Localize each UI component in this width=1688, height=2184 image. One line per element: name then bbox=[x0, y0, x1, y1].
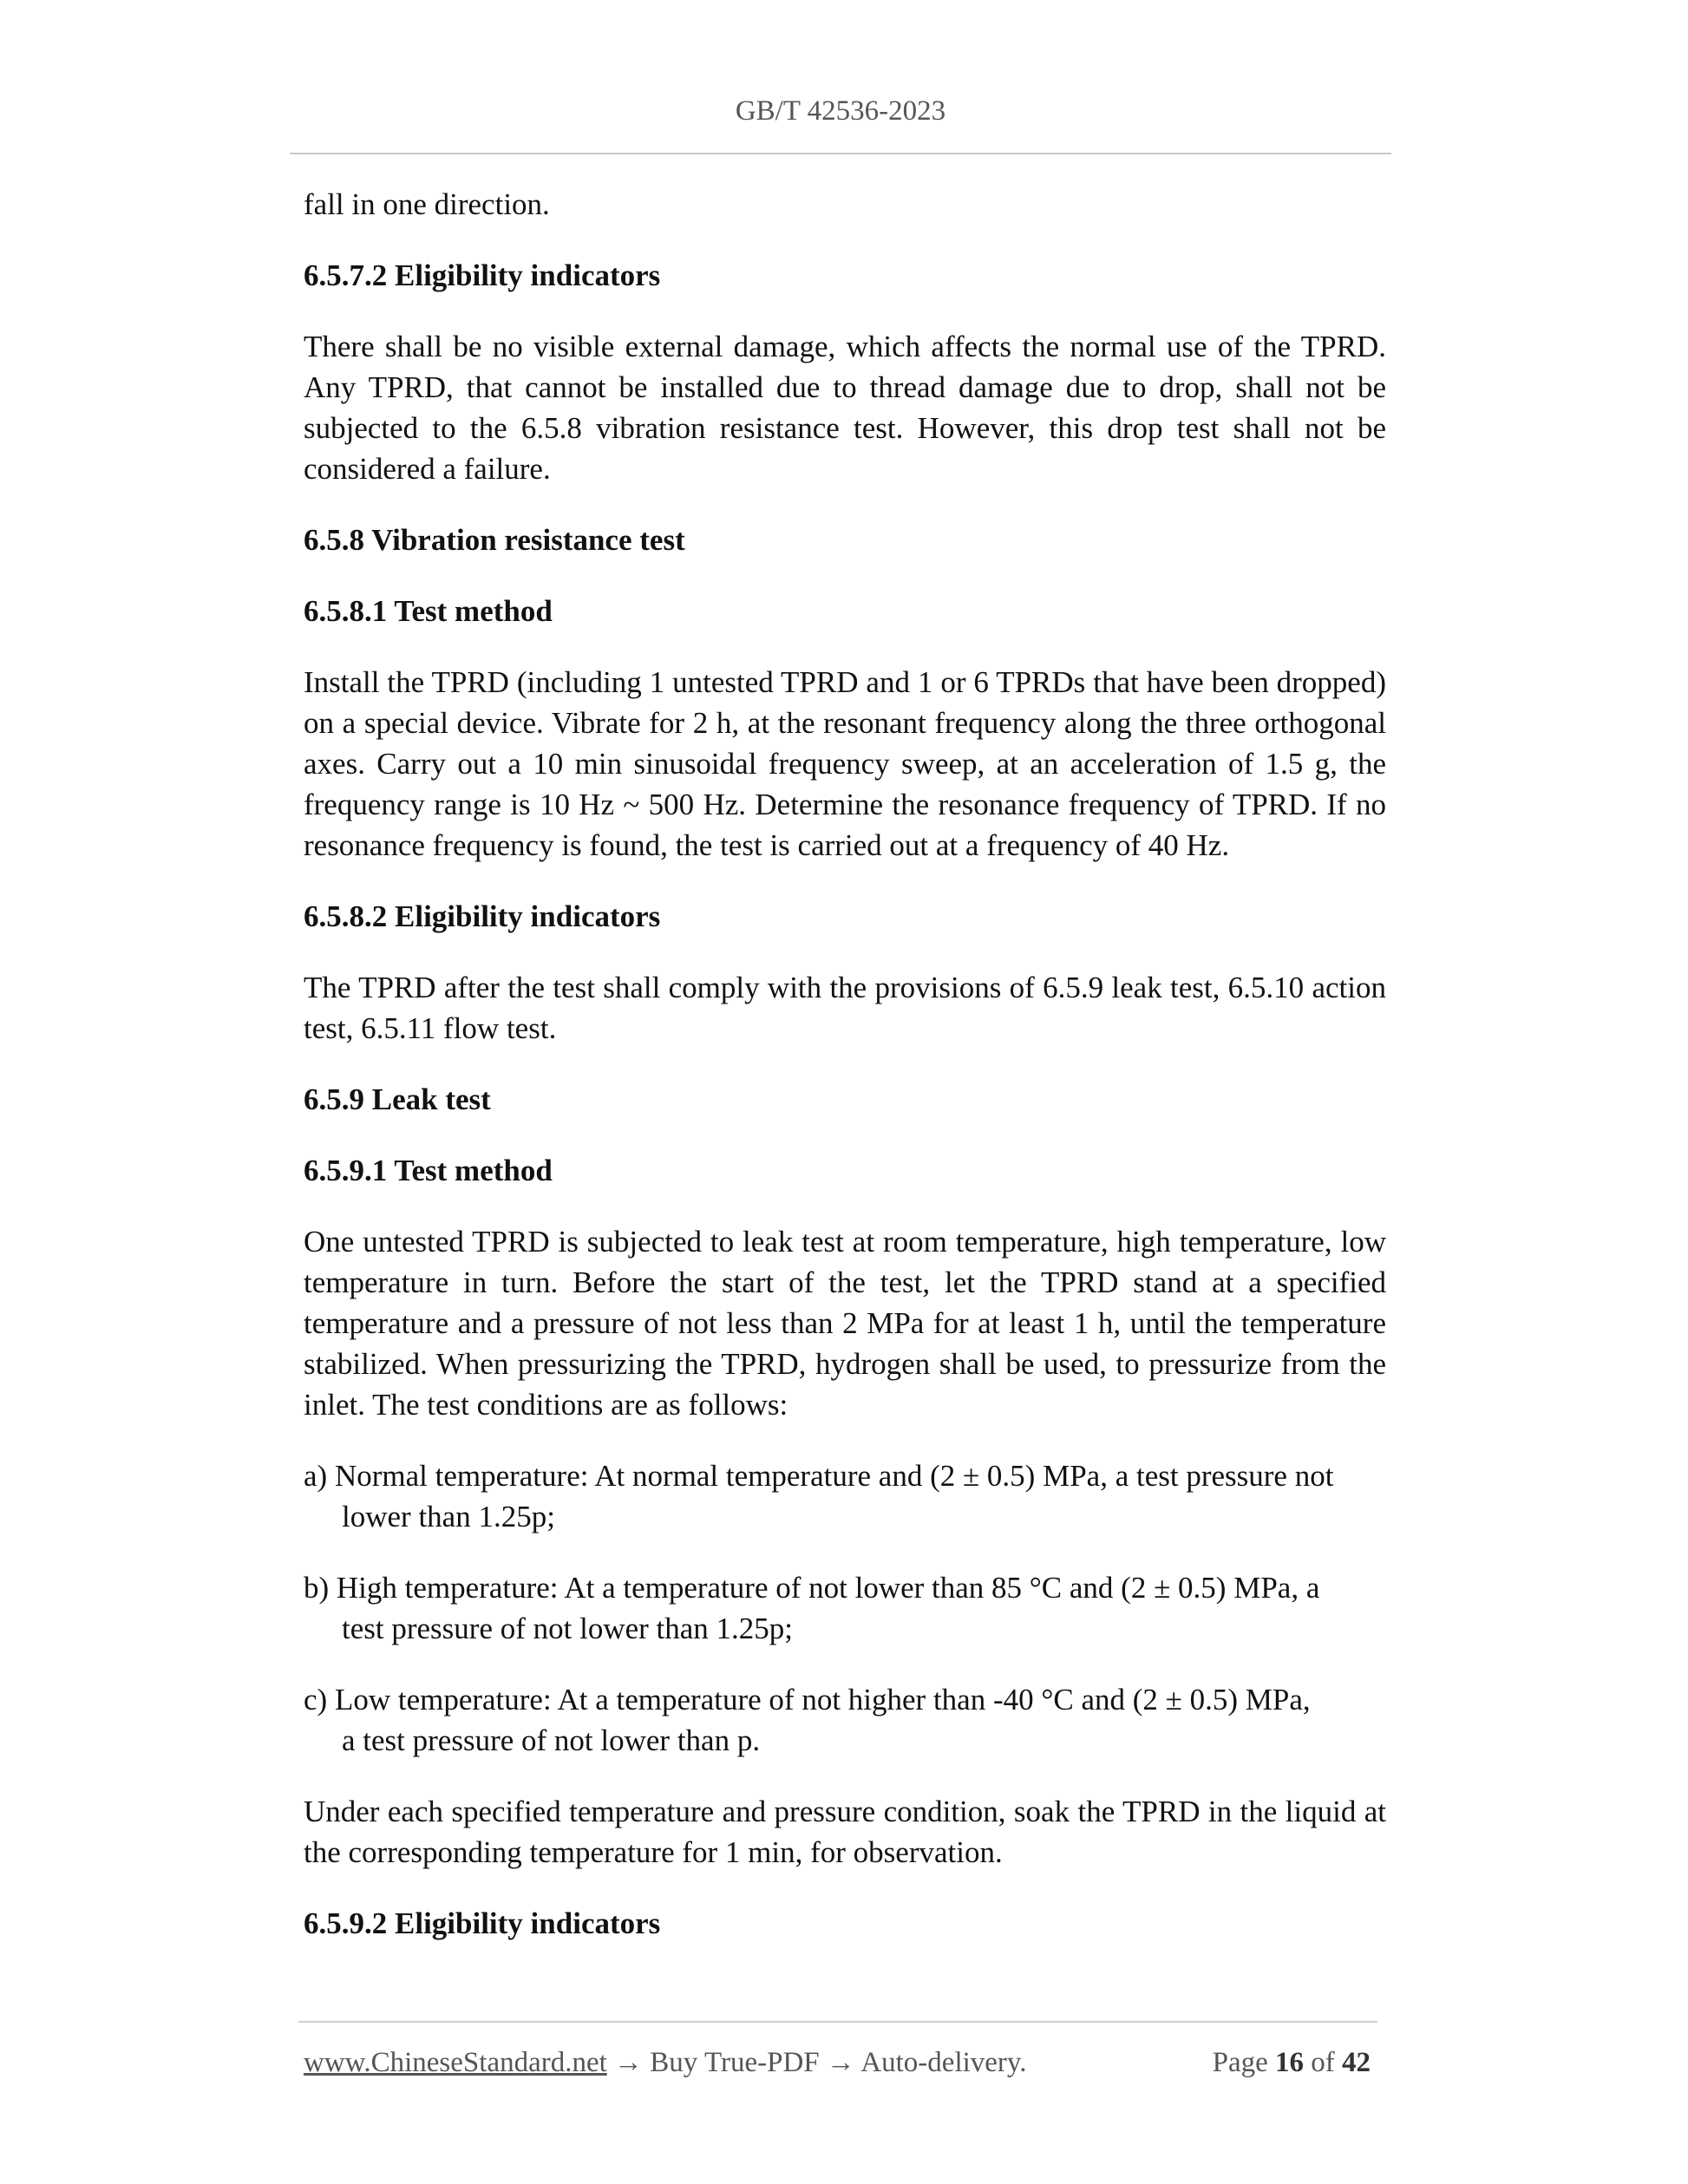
paragraph: The TPRD after the test shall comply with the provisions of 6.5.9 leak test, 6.5.10 action test, 6.5.11 flow test. bbox=[304, 971, 1386, 1045]
header-divider bbox=[290, 153, 1391, 154]
of-label: of bbox=[1311, 2047, 1335, 2078]
document-body bbox=[304, 184, 1386, 1944]
paragraph: fall in one direction. bbox=[304, 187, 550, 221]
section-heading: 6.5.9.1 Test method bbox=[304, 1154, 553, 1187]
section-heading: 6.5.8.1 Test method bbox=[304, 594, 553, 628]
list-item-first-line: b) High temperature: At a temperature of not lower than 85 °C and (2 ± 0.5) MPa, a bbox=[304, 1571, 1320, 1605]
footer-left bbox=[304, 2045, 1027, 2080]
list-item-continuation: a test pressure of not lower than p. bbox=[342, 1723, 761, 1757]
paragraph: One untested TPRD is subjected to leak test at room temperature, high temperature, low temperature in turn. Before the start of the test, let the TPRD stand at a specified temperature and a pressure of not less than 2 MPa for at least 1 h, until the temperature stabilized. When pressurizing the TPRD, hydrogen shall be used, to pressurize from the inlet. The test conditions are as follows: bbox=[304, 1225, 1386, 1422]
section-heading: 6.5.9.2 Eligibility indicators bbox=[304, 1906, 661, 1940]
section-heading: 6.5.9 Leak test bbox=[304, 1082, 491, 1116]
list-item bbox=[304, 1679, 1386, 1761]
footer-tagline: → Buy True-PDF → Auto-delivery. bbox=[606, 2047, 1027, 2078]
page-total: 42 bbox=[1342, 2047, 1371, 2078]
section-heading: 6.5.8.2 Eligibility indicators bbox=[304, 899, 661, 933]
list-item-continuation: lower than 1.25p; bbox=[342, 1500, 555, 1533]
list-item bbox=[304, 1567, 1386, 1649]
page-header: GB/T 42536-2023 bbox=[735, 95, 946, 127]
page-label: Page bbox=[1212, 2047, 1268, 2078]
paragraph: There shall be no visible external damage, which affects the normal use of the TPRD. Any TPRD, that cannot be installed due to thread damage due to drop, shall not be subjected to the 6.5.8 vibration resistance test. However, this drop test shall not be considered a failure. bbox=[304, 330, 1386, 486]
page-indicator bbox=[1213, 2045, 1371, 2080]
page-number: 16 bbox=[1275, 2047, 1304, 2078]
paragraph: Under each specified temperature and pressure condition, soak the TPRD in the liquid at the corresponding temperature for 1 min, for observation. bbox=[304, 1795, 1386, 1869]
section-heading: 6.5.7.2 Eligibility indicators bbox=[304, 258, 661, 292]
list-item-continuation: test pressure of not lower than 1.25p; bbox=[342, 1612, 794, 1645]
section-heading: 6.5.8 Vibration resistance test bbox=[304, 523, 685, 557]
paragraph: Install the TPRD (including 1 untested TPRD and 1 or 6 TPRDs that have been dropped) on a special device. Vibrate for 2 h, at the resonant frequency along the three orthogonal axes. Carry out a 10 min sinusoidal frequency sweep, at an acceleration of 1.5 g, the frequency range is 10 Hz ~ 500 Hz. Determine the resonance frequency of TPRD. If no resonance frequency is found, the test is carried out at a frequency of 40 Hz. bbox=[304, 665, 1386, 862]
list-item-first-line: a) Normal temperature: At normal temperature and (2 ± 0.5) MPa, a test pressure not bbox=[304, 1459, 1334, 1493]
list-item-first-line: c) Low temperature: At a temperature of not higher than -40 °C and (2 ± 0.5) MPa, bbox=[304, 1683, 1311, 1716]
list-item bbox=[304, 1455, 1386, 1537]
footer-divider bbox=[298, 2021, 1377, 2023]
website-link[interactable]: www.ChineseStandard.net bbox=[304, 2047, 607, 2078]
page-footer bbox=[304, 2045, 1371, 2080]
